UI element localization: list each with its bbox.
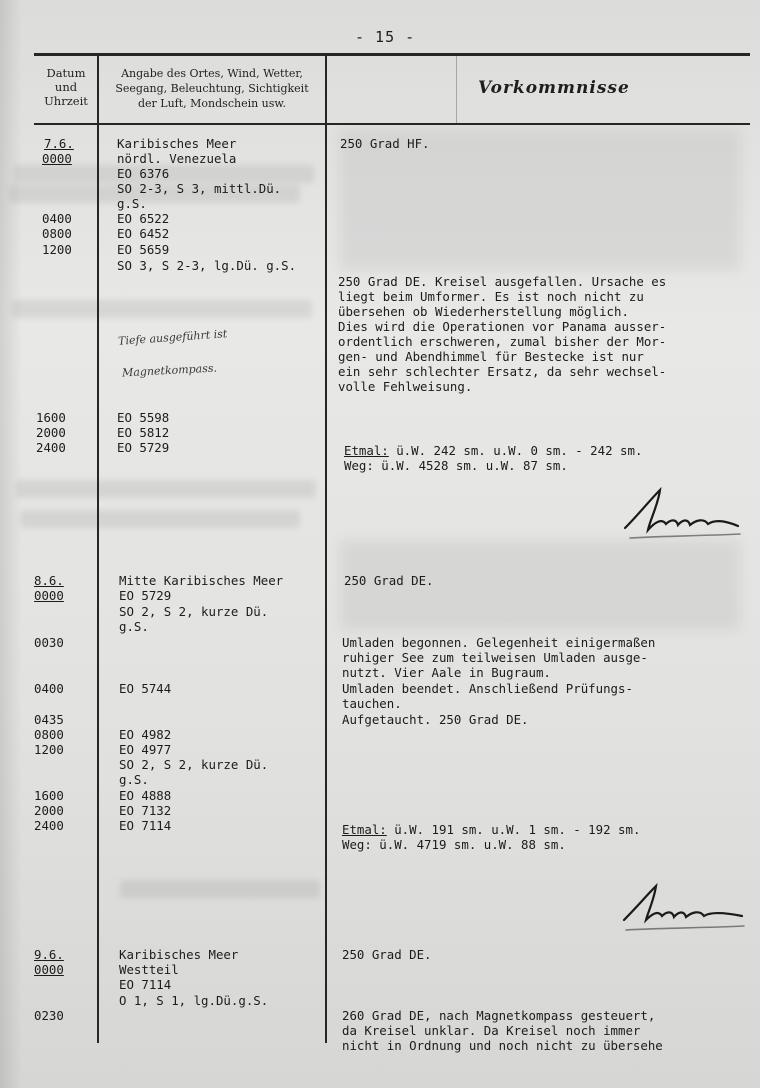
time-entry: 1200 bbox=[34, 742, 64, 757]
location-line: EO 7114 bbox=[119, 818, 172, 833]
time-entry: 2400 bbox=[36, 440, 66, 455]
header-label: Seegang, Beleuchtung, Sichtigkeit bbox=[115, 82, 309, 95]
event-line: 250 Grad HF. bbox=[340, 136, 430, 151]
bleed-through bbox=[120, 880, 320, 898]
event-line: tauchen. bbox=[342, 696, 402, 711]
location-line: EO 5598 bbox=[117, 410, 170, 425]
handwritten-note: Tiefe ausgeführt ist bbox=[117, 327, 228, 348]
event-line: nutzt. Vier Aale in Bugraum. bbox=[342, 665, 551, 680]
smudge bbox=[340, 130, 740, 270]
location-line: EO 6522 bbox=[117, 211, 170, 226]
event-line: Aufgetaucht. 250 Grad DE. bbox=[342, 712, 529, 727]
etmal-value: ü.W. 191 sm. u.W. 1 sm. - 192 sm. bbox=[386, 822, 641, 837]
etmal-label: Etmal: bbox=[342, 822, 387, 837]
header-label: und bbox=[54, 80, 78, 94]
header-label: Datum bbox=[46, 66, 86, 80]
date-day-3: 9.6. bbox=[34, 947, 64, 962]
column-divider-1 bbox=[97, 53, 99, 1043]
bleed-through bbox=[16, 480, 316, 498]
location-line: EO 4982 bbox=[119, 727, 172, 742]
time-entry: 0800 bbox=[34, 727, 64, 742]
header-label: Uhrzeit bbox=[44, 94, 88, 108]
header-faint-divider bbox=[456, 53, 457, 125]
time-entry: 0400 bbox=[42, 211, 72, 226]
page-number: - 15 - bbox=[355, 28, 416, 46]
location-line: EO 7114 bbox=[119, 977, 172, 992]
event-line: 250 Grad DE. Kreisel ausgefallen. Ursache es bbox=[338, 274, 667, 289]
header-rule bbox=[34, 123, 750, 125]
event-line: Umladen beendet. Anschließend Prüfungs- bbox=[342, 681, 633, 696]
header-date-time bbox=[36, 66, 96, 108]
event-line: 250 Grad DE. bbox=[344, 573, 434, 588]
location-line: EO 4888 bbox=[119, 788, 172, 803]
location-line: SO 2, S 2, kurze Dü. bbox=[119, 604, 269, 619]
time-entry: 0400 bbox=[34, 681, 64, 696]
location-line: EO 5744 bbox=[119, 681, 172, 696]
event-line: 260 Grad DE, nach Magnetkompass gesteuert, bbox=[342, 1008, 656, 1023]
location-line: Karibisches Meer bbox=[119, 947, 239, 962]
location-line: SO 3, S 2-3, lg.Dü. g.S. bbox=[117, 258, 297, 273]
time-entry: 2400 bbox=[34, 818, 64, 833]
location-line: g.S. bbox=[119, 772, 149, 787]
location-line: EO 5729 bbox=[117, 440, 170, 455]
event-line: ruhiger See zum teilweisen Umladen ausge- bbox=[342, 650, 648, 665]
location-line: O 1, S 1, lg.Dü.g.S. bbox=[119, 993, 269, 1008]
etmal-label: Etmal: bbox=[344, 443, 389, 458]
location-line: SO 2-3, S 3, mittl.Dü. bbox=[117, 181, 282, 196]
event-line: nicht in Ordnung und noch nicht zu übersehe bbox=[342, 1038, 663, 1053]
location-line: Mitte Karibisches Meer bbox=[119, 573, 284, 588]
bleed-through bbox=[20, 510, 300, 528]
event-line: ein sehr schlechter Ersatz, da sehr wechsel- bbox=[338, 364, 667, 379]
location-line: nördl. Venezuela bbox=[117, 151, 237, 166]
time-entry: 0000 bbox=[42, 151, 72, 166]
header-label: der Luft, Mondschein usw. bbox=[137, 97, 287, 110]
event-line: Umladen begonnen. Gelegenheit einigermaßen bbox=[342, 635, 656, 650]
time-entry: 1200 bbox=[42, 242, 72, 257]
time-entry: 0800 bbox=[42, 226, 72, 241]
signature-scribble bbox=[620, 480, 745, 550]
event-line: Dies wird die Operationen vor Panama ausser- bbox=[338, 319, 667, 334]
time-entry: 0000 bbox=[34, 588, 64, 603]
event-line: 250 Grad DE. bbox=[342, 947, 432, 962]
etmal-value: ü.W. 242 sm. u.W. 0 sm. - 242 sm. bbox=[388, 443, 643, 458]
location-line: EO 5729 bbox=[119, 588, 172, 603]
location-line: g.S. bbox=[119, 619, 149, 634]
time-entry: 0435 bbox=[34, 712, 64, 727]
location-line: EO 7132 bbox=[119, 803, 172, 818]
top-rule bbox=[34, 53, 750, 56]
time-entry: 0230 bbox=[34, 1008, 64, 1023]
signature-scribble bbox=[618, 880, 748, 940]
location-line: Westteil bbox=[119, 962, 179, 977]
location-line: EO 6376 bbox=[117, 166, 170, 181]
location-line: EO 6452 bbox=[117, 226, 170, 241]
header-label: Angabe des Ortes, Wind, Wetter, bbox=[121, 67, 303, 80]
date-day-2: 8.6. bbox=[34, 573, 64, 588]
location-line: EO 4977 bbox=[119, 742, 172, 757]
time-entry: 2000 bbox=[36, 425, 66, 440]
time-entry: 1600 bbox=[34, 788, 64, 803]
event-line: volle Fehlweisung. bbox=[338, 379, 473, 394]
time-entry: 2000 bbox=[34, 803, 64, 818]
header-location-weather bbox=[100, 66, 324, 111]
time-entry: 1600 bbox=[36, 410, 66, 425]
bleed-through bbox=[12, 300, 312, 318]
location-line: SO 2, S 2, kurze Dü. bbox=[119, 757, 269, 772]
location-line: Karibisches Meer bbox=[117, 136, 237, 151]
event-line: übersehen ob Wiederherstellung möglich. bbox=[338, 304, 629, 319]
event-line: da Kreisel unklar. Da Kreisel noch immer bbox=[342, 1023, 641, 1038]
header-events: Vorkommnisse bbox=[478, 78, 630, 98]
weg-line: Weg: ü.W. 4719 sm. u.W. 88 sm. bbox=[342, 837, 566, 852]
date-day-1: 7.6. bbox=[44, 136, 74, 151]
etmal-line bbox=[344, 443, 642, 458]
event-line: liegt beim Umformer. Es ist noch nicht zu bbox=[338, 289, 644, 304]
location-line: g.S. bbox=[117, 196, 147, 211]
event-line: ordentlich erschweren, zumal bisher der Mor- bbox=[338, 334, 667, 349]
time-entry: 0030 bbox=[34, 635, 64, 650]
location-line: EO 5659 bbox=[117, 242, 170, 257]
column-divider-2 bbox=[325, 53, 327, 1043]
location-line: EO 5812 bbox=[117, 425, 170, 440]
weg-line: Weg: ü.W. 4528 sm. u.W. 87 sm. bbox=[344, 458, 568, 473]
time-entry: 0000 bbox=[34, 962, 64, 977]
etmal-line bbox=[342, 822, 640, 837]
handwritten-note: Magnetkompass. bbox=[121, 361, 218, 380]
event-line: gen- und Abendhimmel für Bestecke ist nur bbox=[338, 349, 644, 364]
